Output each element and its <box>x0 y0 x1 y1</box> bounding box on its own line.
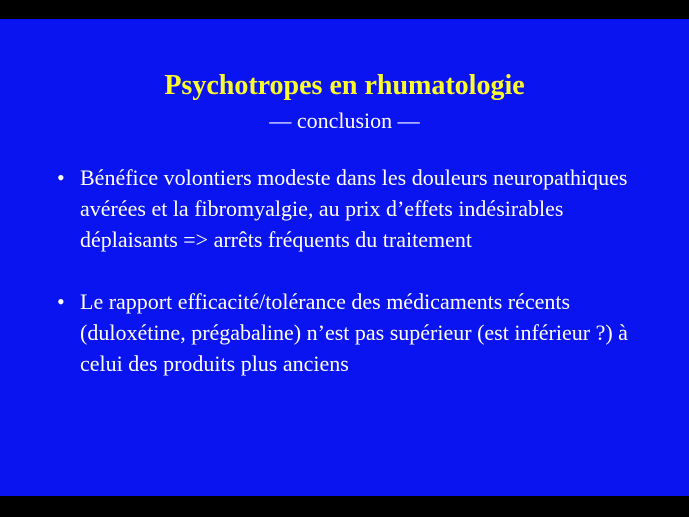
bullet-list <box>57 162 657 410</box>
slide-subtitle: — conclusion — <box>269 108 420 133</box>
bullet-item-benefit <box>57 162 657 255</box>
slide-title: Psychotropes en rhumatologie <box>164 70 525 101</box>
slide <box>0 19 689 496</box>
bullet-item-ratio <box>57 286 657 379</box>
bullet-icon: • <box>57 165 65 190</box>
bullet-icon: • <box>57 289 65 314</box>
bullet-text: Le rapport efficacité/tolérance des médicaments récents (duloxétine, prégabaline) n’est pas supérieur (est inférieur ?) à celui des produits plus anciens <box>80 289 628 376</box>
bullet-text: Bénéfice volontiers modeste dans les douleurs neuropathiques avérées et la fibromyalgie, au prix d’effets indésirables déplaisants => arrêts fréquents du traitement <box>80 165 628 252</box>
